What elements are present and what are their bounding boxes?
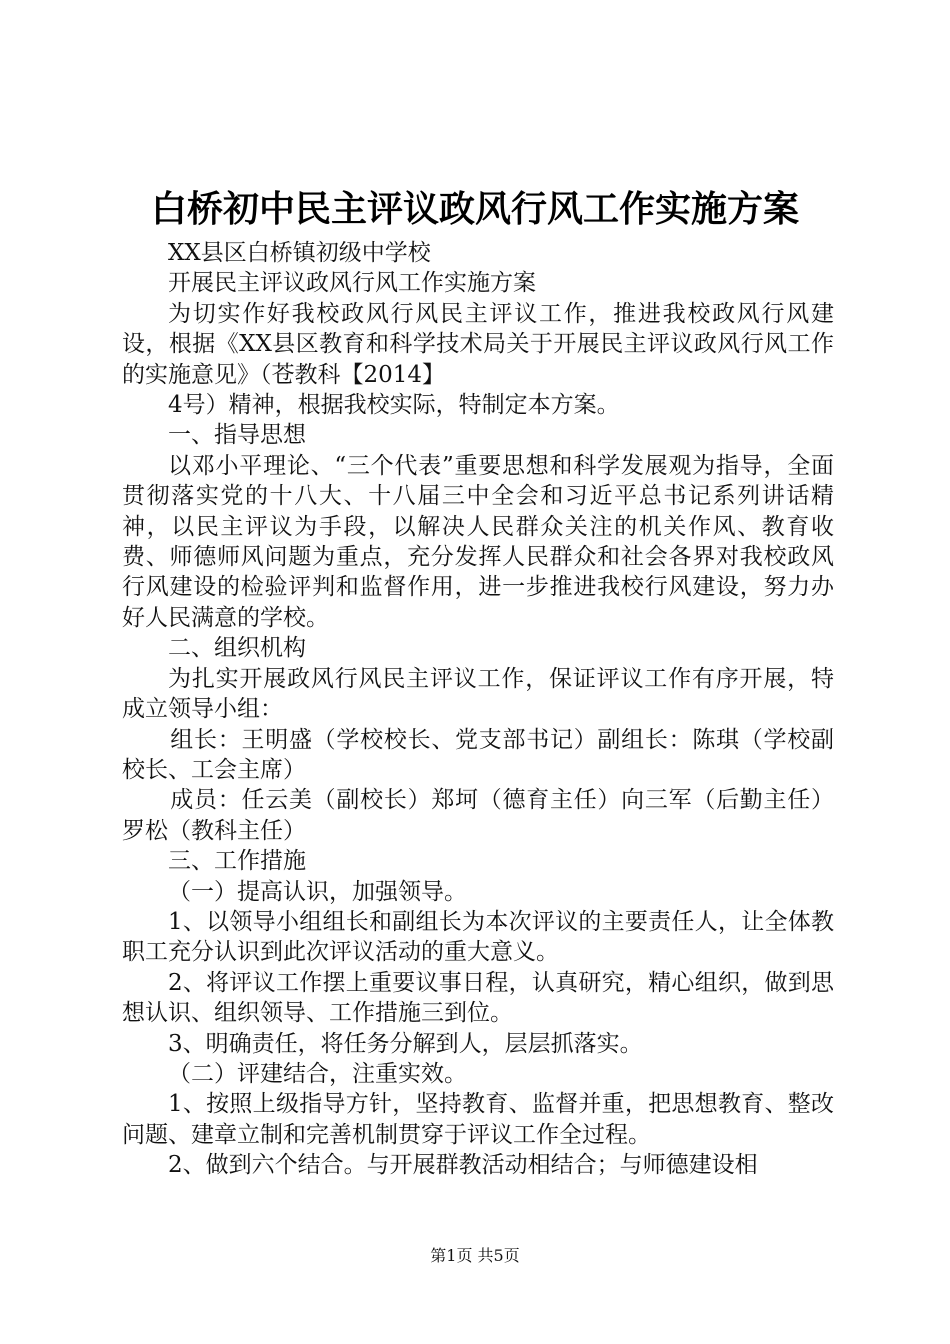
paragraph: 为扎实开展政风行风民主评议工作，保证评议工作有序开展，特成立领导小组： (122, 665, 834, 723)
paragraph: 开展民主评议政风行风工作实施方案 (168, 270, 536, 297)
paragraph: 成员：任云美（副校长）郑坷（德育主任）向三军（后勤主任）罗松（教科主任） (122, 787, 834, 844)
paragraph: 4号）精神，根据我校实际，特制定本方案。 (168, 392, 620, 419)
paragraph: 组长：王明盛（学校校长、党支部书记）副组长：陈琪（学校副校长、工会主席） (122, 726, 834, 783)
paragraph: 3、明确责任，将任务分解到人，层层抓落实。 (168, 1030, 643, 1057)
subsection-heading: （二）评建结合，注重实效。 (168, 1060, 467, 1087)
paragraph: 2、将评议工作摆上重要议事日程，认真研究，精心组织，做到思想认识、组织领导、工作措施三到位。 (122, 969, 834, 1027)
paragraph: 1、以领导小组组长和副组长为本次评议的主要责任人，让全体教职工充分认识到此次评议活动的重大意义。 (122, 908, 834, 966)
paragraph: 为切实作好我校政风行风民主评议工作，推进我校政风行风建设，根据《XX县区教育和科学技术局关于开展民主评议政风行风工作的实施意见》（苍教科【2014】 (122, 300, 834, 388)
section-heading: 三、工作措施 (168, 848, 306, 875)
document-body (122, 238, 834, 1181)
section-heading: 一、指导思想 (168, 422, 306, 449)
page-number-footer: 第1页 共5页 (430, 1246, 520, 1265)
paragraph: 1、按照上级指导方针，坚持教育、监督并重，把思想教育、整改问题、建章立制和完善机制贯穿于评议工作全过程。 (122, 1091, 834, 1148)
subsection-heading: （一）提高认识，加强领导。 (168, 878, 467, 905)
paragraph: XX县区白桥镇初级中学校 (168, 240, 431, 266)
paragraph: 以邓小平理论、“三个代表”重要思想和科学发展观为指导，全面贯彻落实党的十八大、十八届三中全会和习近平总书记系列讲话精神，以民主评议为手段，以解决人民群众关注的机关作风、教育收费、师德师风问题为重点，充分发挥人民群众和社会各界对我校政风行风建设的检验评判和监督作用，进一步推进我校行风建设，努力办好人民满意的学校。 (122, 452, 834, 631)
paragraph: 2、做到六个结合。与开展群教活动相结合；与师德建设相 (168, 1152, 758, 1179)
document-title: 白桥初中民主评议政风行风工作实施方案 (150, 188, 799, 230)
section-heading: 二、组织机构 (168, 635, 306, 662)
